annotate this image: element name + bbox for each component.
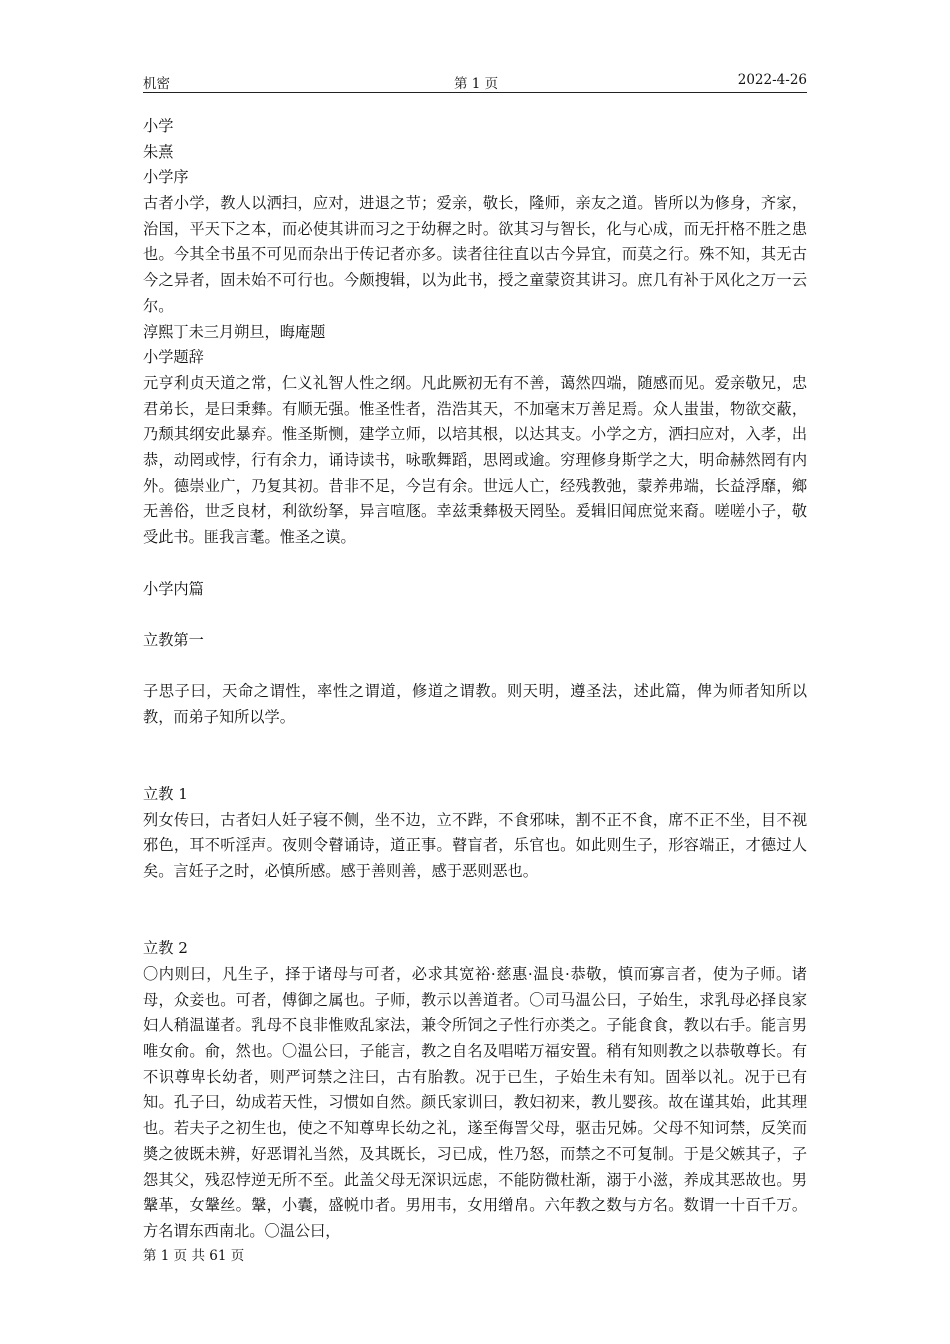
spacer [143,602,807,628]
author-name: 朱熹 [143,142,174,161]
spacer [143,911,807,937]
spacer [143,756,807,782]
tici-title: 小学题辞 [143,348,204,367]
header-date: 2022-4-26 [737,72,807,88]
preface-signature: 淳熙丁未三月朔旦，晦庵题 [143,322,326,341]
section-1-paragraph: 列女传曰，古者妇人妊子寝不侧，坐不边，立不跸，不食邪味，割不正不食，席不正不坐，目不视邪色，耳不听淫声。夜则令瞽诵诗，道正事。瞽盲者，乐官也。如此则生子，形容端正，才德过人矣。言妊子之时，必慎所感。感于善则善，感于恶则恶也。 [143,810,807,881]
section-2-title: 立教 2 [143,939,188,958]
section-2-paragraph: 〇内则曰，凡生子，择于诸母与可者，必求其宽裕·慈惠·温良·恭敬，慎而寡言者，使为子师。诸母，众妾也。可者，傅御之属也。子师，教示以善道者。〇司马温公曰，子始生，求乳母必择良家妇人稍温谨者。乳母不良非惟败乱家法，兼令所饲之子性行亦类之。子能食食，教以右手。能言男唯女俞。俞，然也。〇温公曰，子能言，教之自名及唱喏万福安置。稍有知则教之以恭敬尊长。有不识尊卑长幼者，则严诃禁之注曰，古有胎教。况于已生，子始生未有知。固举以礼。况于已有知。孔子曰，幼成若天性，习惯如自然。颜氏家训曰，教妇初来，教儿婴孩。故在谨其始，此其理也。若夫子之初生也，使之不知尊卑长幼之礼，遂至侮詈父母，驱击兄姊。父母不知诃禁，反笑而奬之彼既未辨，好恶谓礼当然，及其既长，习已成，性乃怒，而禁之不可复制。于是父嫉其子，子怨其父，残忍悖逆无所不至。此盖父母无深识远虑，不能防微杜渐，溺于小滋，养成其恶故也。男鞶革，女鞶丝。鞶，小囊，盛帨巾者。男用韦，女用缯帛。六年教之数与方名。数谓一十百千万。方名谓东西南北。〇温公曰， [143,964,807,1240]
chapter-intro-paragraph: 子思子曰，天命之谓性，率性之谓道，修道之谓教。则天明，遵圣法，述此篇，俾为师者知所以教，而弟子知所以学。 [143,682,807,727]
header-page-number: 第 1 页 [454,76,499,92]
tici-paragraph: 元亨利贞天道之常，仁义礼智人性之纲。凡此厥初无有不善，蔼然四端，随感而见。爱亲敬兄，忠君弟长，是曰秉彝。有顺无强。惟圣性者，浩浩其天，不加毫末万善足焉。众人蚩蚩，物欲交蔽，乃颓其纲安此暴弃。惟圣斯恻，建学立师，以培其根，以达其支。小学之方，洒扫应对，入孝，出恭，动罔或悖，行有余力，诵诗读书，咏歌舞蹈，思罔或逾。穷理修身斯学之大，明命赫然罔有内外。德崇业广，乃复其初。昔非不足，今岂有余。世远人亡，经残教弛，蒙养弗端，长益浮靡，鄉无善俗，世乏良材，利欲纷拏，异言喧豗。幸兹秉彝极天罔坠。爰辑旧闻庶觉来裔。嗟嗟小子，敬受此书。匪我言耄。惟圣之谟。 [143,373,807,547]
page-footer: 第 1 页 共 61 页 [143,1248,245,1264]
document-body [143,114,807,1245]
inner-section-title: 小学内篇 [143,579,204,598]
chapter-title: 立教第一 [143,630,204,649]
spacer [143,885,807,911]
spacer [143,731,807,757]
book-title: 小学 [143,117,174,135]
spacer [143,654,807,680]
preface-title: 小学序 [143,168,189,187]
spacer [143,551,807,577]
header-classification: 机密 [143,76,170,92]
section-1-title: 立教 1 [143,785,188,804]
page-header [143,70,807,93]
preface-paragraph: 古者小学，教人以洒扫，应对，进退之节；爱亲，敬长，隆师，亲友之道。皆所以为修身，齐家，治国，平天下之本，而必使其讲而习之于幼稺之时。欲其习与智长，化与心成，而无扞格不胜之患也。今其全书虽不可见而杂出于传记者亦多。读者往往直以古今异宜，而莫之行。殊不知，其无古今之异者，固未始不可行也。今颇搜辑，以为此书，授之童蒙资其讲习。庶几有补于风化之万一云尔。 [143,194,807,315]
